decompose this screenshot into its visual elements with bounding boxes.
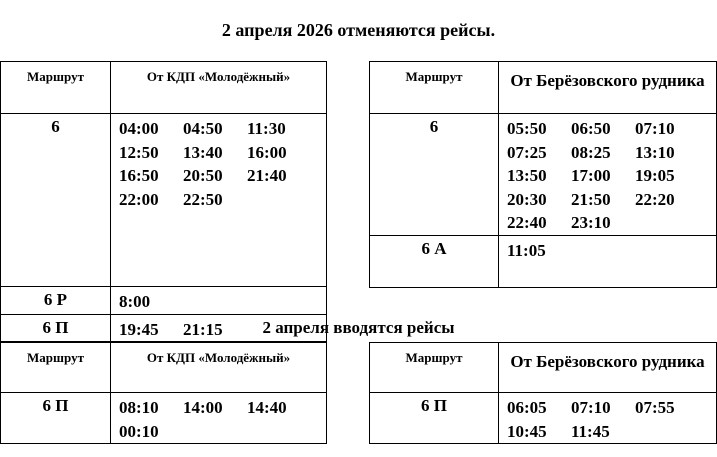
departure-time: 13:10 (635, 142, 675, 162)
departure-time: 19:05 (635, 166, 675, 185)
table-row (1, 114, 327, 287)
time-row (119, 141, 326, 165)
departure-column-header: От Берёзовского рудника (499, 343, 717, 393)
departure-times (499, 393, 717, 444)
route-column-header: Маршрут (1, 62, 111, 114)
departure-time: 11:30 (247, 119, 286, 138)
departure-time: 22:40 (507, 213, 547, 232)
time-row (119, 290, 326, 314)
departure-time: 08:10 (119, 398, 159, 417)
table-row (1, 287, 327, 315)
departure-times (499, 235, 717, 287)
table-row (370, 235, 717, 287)
route-number: 6 П (370, 393, 499, 444)
route-column-header: Маршрут (370, 62, 499, 114)
time-row (507, 141, 716, 165)
departure-time: 22:00 (119, 189, 159, 209)
cancelled-trips-title: 2 апреля 2026 отменяются рейсы. (221, 20, 496, 40)
time-row (507, 396, 716, 420)
departure-column-header: От КДП «Молодёжный» (111, 62, 327, 114)
table-row (1, 393, 327, 444)
departure-time: 21:40 (247, 166, 287, 185)
departure-times (111, 393, 327, 444)
table-row (370, 114, 717, 236)
departure-time: 16:00 (247, 142, 287, 162)
added-table-molodezhny (0, 342, 327, 444)
departure-time: 07:25 (507, 142, 547, 162)
route-column-header: Маршрут (1, 343, 111, 393)
departure-time: 21:15 (183, 319, 223, 339)
departure-time: 11:45 (571, 421, 610, 441)
table-row (370, 393, 717, 444)
departure-time: 14:00 (183, 398, 223, 417)
departure-time: 07:55 (635, 398, 675, 417)
departure-time: 13:50 (507, 166, 547, 185)
departure-times (111, 287, 327, 315)
departure-time: 12:50 (119, 142, 159, 162)
departure-time: 14:40 (247, 398, 287, 417)
departure-times (111, 114, 327, 287)
route-number: 6 (370, 114, 499, 236)
departure-times (499, 114, 717, 236)
route-number: 6 П (1, 393, 111, 444)
time-row (119, 420, 326, 444)
time-row (119, 188, 326, 212)
departure-time: 20:50 (183, 166, 223, 185)
time-row (507, 239, 716, 263)
departure-time: 10:45 (507, 421, 547, 441)
time-row (119, 396, 326, 420)
departure-time: 22:20 (635, 189, 675, 209)
cancelled-table-molodezhny (0, 61, 327, 342)
departure-column-header: От КДП «Молодёжный» (111, 343, 327, 393)
departure-time: 13:40 (183, 142, 223, 162)
departure-time: 06:50 (571, 119, 611, 138)
added-trips-title: 2 апреля вводятся рейсы (262, 318, 455, 337)
departure-time: 07:10 (635, 119, 675, 138)
departure-time: 16:50 (119, 166, 159, 185)
departure-time: 07:10 (571, 398, 611, 417)
departure-time: 04:50 (183, 119, 223, 138)
time-row (507, 117, 716, 141)
departure-time: 11:05 (507, 240, 546, 260)
departure-time: 20:30 (507, 189, 547, 209)
departure-time: 05:50 (507, 119, 547, 138)
departure-time: 19:45 (119, 319, 159, 339)
departure-time: 21:50 (571, 189, 611, 209)
route-number: 6 (1, 114, 111, 287)
departure-time: 8:00 (119, 292, 151, 311)
departure-time: 17:00 (571, 166, 611, 185)
route-number: 6 Р (1, 287, 111, 315)
route-number: 6 П (1, 314, 111, 342)
time-row (119, 117, 326, 141)
time-row (507, 164, 716, 188)
departure-time: 23:10 (571, 213, 611, 232)
time-row (507, 420, 716, 444)
departure-time: 04:00 (119, 119, 159, 138)
route-column-header: Маршрут (370, 343, 499, 393)
route-number: 6 А (370, 235, 499, 287)
time-row (507, 211, 716, 235)
time-row (507, 188, 716, 212)
departure-time: 08:25 (571, 142, 611, 162)
departure-time: 06:05 (507, 398, 547, 417)
departure-time: 00:10 (119, 421, 159, 441)
added-table-berezovsky (369, 342, 717, 444)
departure-time: 22:50 (183, 189, 223, 209)
departure-column-header: От Берёзовского рудника (499, 62, 717, 114)
cancelled-table-berezovsky (369, 61, 717, 288)
time-row (119, 164, 326, 188)
